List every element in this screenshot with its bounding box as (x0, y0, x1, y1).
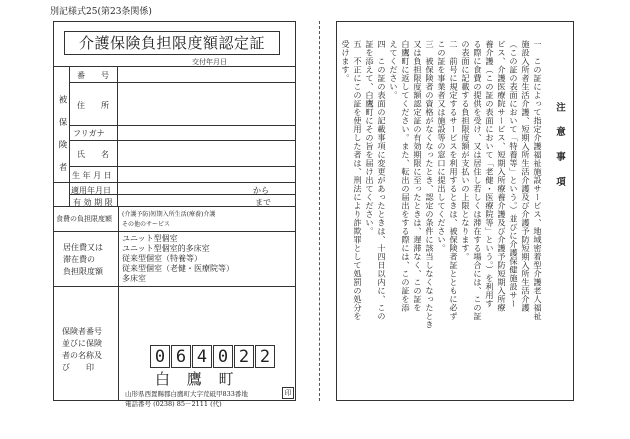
applicable-date-label: 適用年月日 (71, 186, 111, 195)
room-type-multi-bed: 多床室 (122, 274, 146, 283)
note-line: 養介護（この証の表面において「老健・医療院等」という。）を利用す (485, 40, 495, 308)
note-line: 受けます。 (341, 40, 351, 83)
housing-label-3: 負担限度額 (63, 267, 103, 276)
notes-title: 注 意 事 項 (554, 102, 565, 192)
from-label: から (253, 186, 269, 195)
rule (69, 82, 296, 83)
rule (118, 206, 119, 231)
short-stay-note: (介護予防)短期入所生活(療養)介護 (122, 211, 216, 218)
seal-mark: 印 (282, 387, 294, 399)
certificate-title: 介護保険負担限度額認定証 (64, 31, 280, 55)
note-line: 四 この証の表面の記載事項に変更があったときは、十四日以内に、この (377, 40, 387, 321)
insurer-digit-2: 6 (171, 345, 191, 368)
insurer-address: 山形県西置賜郡白鷹町大字荒砥甲833番地 (125, 390, 248, 398)
note-line: 証を添えて、白鷹町にその旨を届け出てください。 (365, 40, 375, 236)
insurer-label-1: 保険者番号 (62, 327, 102, 336)
note-line: 一 この証によって指定介護福祉施設サービス、地域密着型介護老人福祉 (533, 40, 543, 321)
insurer-label-2: 並びに保険 (62, 339, 102, 348)
rule (69, 166, 296, 167)
insurer-digit-3: 4 (192, 345, 212, 368)
rule (69, 140, 296, 141)
until-label: まで (255, 198, 271, 207)
furigana-label: フリガナ (73, 129, 105, 138)
birthdate-label: 生 年 月 日 (72, 171, 112, 180)
note-line: 白鷹町に返してください。また、転出の届出をする際には、この証を添 (401, 40, 411, 312)
rule (53, 66, 296, 67)
rule (53, 182, 296, 183)
note-line: 三 被保険者の資格がなくなったとき、認定の条件に該当しなくなったとき (425, 40, 435, 329)
note-line: ビス、介護医療院サービス、短期入所療養介護及び介護予防短期入所療 (497, 40, 507, 312)
number-label: 番 号 (77, 71, 109, 80)
insurer-digit-5: 2 (234, 345, 254, 368)
note-line: 五 不正にこの証を使用した者は、刑法により詐欺罪として処罰の処分を (353, 40, 363, 321)
rule (69, 66, 70, 206)
food-limit-label: 食費の負担限度額 (56, 215, 112, 223)
housing-label-1: 居住費又は (63, 243, 103, 252)
issue-date-label: 交付年月日 (192, 58, 227, 66)
insurer-digit-6: 2 (255, 345, 275, 368)
housing-label-2: 滞在費の (63, 255, 95, 264)
rule (53, 231, 296, 232)
expiry-label: 有 効 期 限 (73, 198, 113, 207)
room-type-unit-private: ユニット型個室 (122, 234, 178, 243)
insurer-name: 白 鷹 町 (155, 370, 240, 388)
form-number-header: 別記様式25(第23条関係) (50, 7, 152, 17)
note-line: 施設入所者生活介護、短期入所生活介護及び介護予防短期入所生活介護 (521, 40, 531, 312)
insurer-digit-1: 0 (150, 345, 170, 368)
room-type-unit-semi: ユニット型個室的多床室 (122, 244, 210, 253)
room-type-conventional-roken: 従来型個室（老健・医療院等） (122, 264, 234, 273)
note-line: の表面に記載する負担限度額が支払いの上限となります。 (461, 40, 471, 261)
rule (117, 66, 118, 206)
insurer-label-4: び 印 (62, 363, 94, 372)
address-label: 住 所 (77, 101, 109, 110)
rule (53, 286, 296, 287)
insured-side-label: 被保険者 (57, 95, 67, 185)
insurer-label-3: 者の名称及 (62, 351, 102, 360)
insurer-phone: 電話番号 (0238) 85－2111 (代) (125, 400, 222, 408)
note-line: 又は負担限度額認定証の有効期限に至ったときは、遅滞なく、この証を (413, 40, 423, 312)
rule (69, 125, 296, 126)
note-line: る際に食費の提供を受け、又は居住し若しくは滞在する場合には、この証 (473, 40, 483, 321)
name-label: 氏 名 (77, 150, 109, 159)
note-line: この証を事業者又は施設等の窓口に提出してください。 (437, 40, 447, 253)
other-services-note: その他のサービス (122, 221, 171, 228)
note-line: えてください。 (389, 40, 399, 100)
rule (118, 231, 119, 286)
room-type-conventional-tokuyo: 従来型個室（特養等） (122, 254, 202, 263)
rule (118, 286, 119, 401)
insurer-digit-4: 0 (213, 345, 233, 368)
note-line: 二 前号に規定するサービスを利用するときは、被保険者証とともに必ず (449, 40, 459, 321)
fold-line (319, 21, 320, 401)
note-line: （この証の表面において「特養等」という。）並びに介護保健施設サー (509, 40, 519, 308)
